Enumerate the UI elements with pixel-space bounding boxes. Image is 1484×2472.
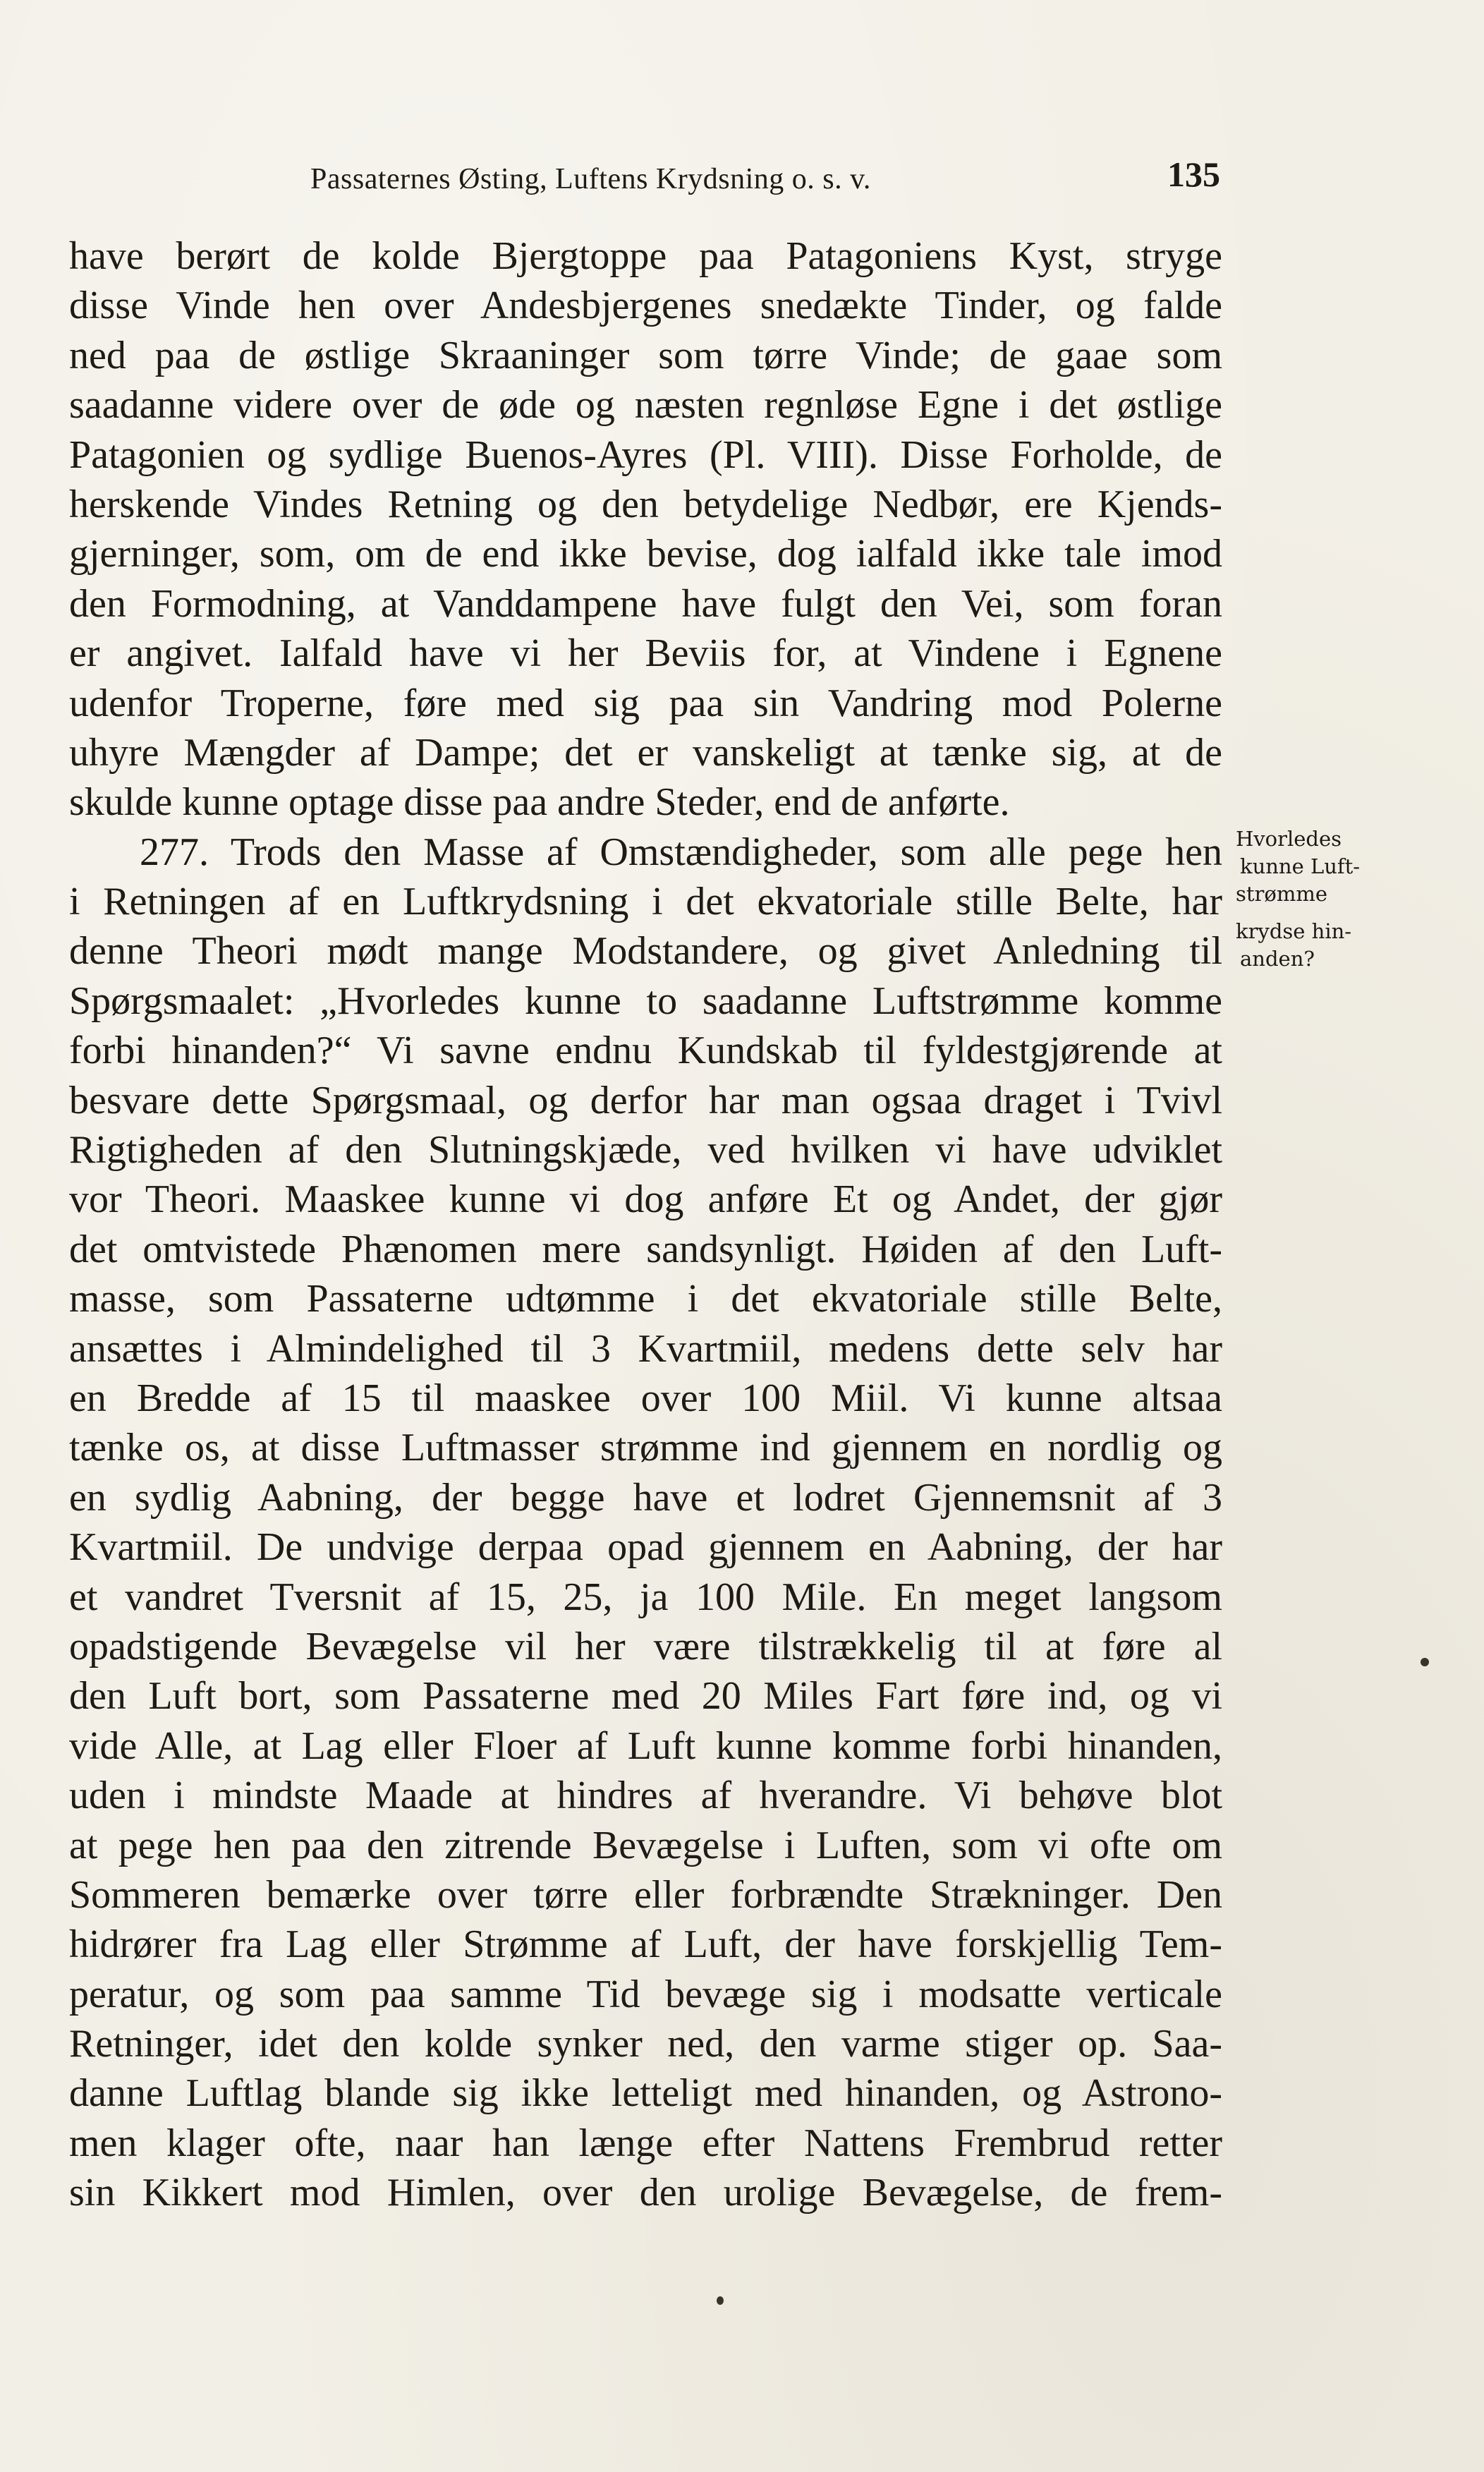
ink-speck	[717, 2296, 724, 2305]
text-line: Spørgsmaalet: „Hvorledes kunne to saadanne Luftstrømme komme	[69, 979, 1222, 1023]
text-line: danne Luftlag blande sig ikke letteligt med hinanden, og Astrono-	[69, 2071, 1222, 2116]
text-line: tænke os, at disse Luftmasser strømme ind gjennem en nordlig og	[69, 1426, 1222, 1470]
text-line: uden i mindste Maade at hindres af hverandre. Vi behøve blot	[69, 1774, 1222, 1818]
margin-note	[1236, 825, 1405, 973]
body-text	[69, 231, 1222, 2218]
text-line: Kvartmiil. De undvige derpaa opad gjennem en Aabning, der har	[69, 1525, 1222, 1570]
text-line: at pege hen paa den zitrende Bevægelse i Luften, som vi ofte om	[69, 1823, 1222, 1867]
page-number: 135	[1167, 154, 1220, 194]
text-line: sin Kikkert mod Himlen, over den urolige Bevægelse, de frem-	[69, 2171, 1222, 2215]
text-line: men klager ofte, naar han længe efter Nattens Frembrud retter	[69, 2121, 1222, 2165]
text-line: masse, som Passaterne udtømme i det ekvatoriale stille Belte,	[69, 1277, 1222, 1321]
text-line: en sydlig Aabning, der begge have et lodret Gjennemsnit af 3	[69, 1475, 1222, 1520]
text-line: udenfor Troperne, føre med sig paa sin Vandring mod Polerne	[69, 681, 1222, 725]
text-line: ned paa de østlige Skraaninger som tørre Vinde; de gaae som	[69, 333, 1222, 377]
text-line: forbi hinanden?“ Vi savne endnu Kundskab til fyldestgjørende at	[69, 1029, 1222, 1073]
margin-note-line: strømme	[1236, 882, 1328, 906]
text-line: et vandret Tversnit af 15, 25, ja 100 Mile. En meget langsom	[69, 1575, 1222, 1619]
text-line: saadanne videre over de øde og næsten regnløse Egne i det østlige	[69, 383, 1222, 428]
text-line: peratur, og som paa samme Tid bevæge sig i modsatte verticale	[69, 1972, 1222, 2016]
margin-note-line: anden?	[1240, 947, 1315, 971]
margin-note-line: kunne Luft-	[1240, 854, 1361, 878]
text-line: en Bredde af 15 til maaskee over 100 Miil. Vi kunne altsaa	[69, 1376, 1222, 1420]
text-line: Patagonien og sydlige Buenos-Ayres (Pl. VIII). Disse Forholde, de	[69, 432, 1222, 477]
text-line: ansættes i Almindelighed til 3 Kvartmiil, medens dette selv har	[69, 1326, 1222, 1371]
margin-note-line: krydse hin-	[1236, 919, 1352, 943]
text-line: herskende Vindes Retning og den betydelige Nedbør, ere Kjends-	[69, 482, 1222, 526]
text-line: uhyre Mængder af Dampe; det er vanskeligt at tænke sig, at de	[69, 730, 1222, 775]
text-line: Retninger, idet den kolde synker ned, den varme stiger op. Saa-	[69, 2022, 1222, 2066]
text-line: opadstigende Bevægelse vil her være tilstrækkelig til at føre al	[69, 1624, 1222, 1668]
text-line: Rigtigheden af den Slutningskjæde, ved hvilken vi have udviklet	[69, 1128, 1222, 1173]
ink-speck	[1421, 1658, 1429, 1666]
text-line: have berørt de kolde Bjergtoppe paa Patagoniens Kyst, stryge	[69, 234, 1222, 278]
text-line: er angivet. Ialfald have vi her Beviis for, at Vindene i Egnene	[69, 631, 1222, 676]
text-line: det omtvistede Phænomen mere sandsynligt. Høiden af den Luft-	[69, 1227, 1222, 1271]
text-line: skulde kunne optage disse paa andre Steder, end de anførte.	[69, 780, 1010, 825]
running-head: Passaternes Østing, Luftens Krydsning o. s. v.	[310, 163, 871, 195]
text-line: gjerninger, som, om de end ikke bevise, dog ialfald ikke tale imod	[69, 532, 1222, 576]
text-line: denne Theori mødt mange Modstandere, og givet Anledning til	[69, 929, 1222, 974]
text-line: i Retningen af en Luftkrydsning i det ekvatoriale stille Belte, har	[69, 880, 1222, 924]
margin-note-line: Hvorledes	[1236, 827, 1342, 851]
text-line: hidrører fra Lag eller Strømme af Luft, der have forskjellig Tem-	[69, 1922, 1222, 1967]
text-line: disse Vinde hen over Andesbjergenes snedækte Tinder, og falde	[69, 284, 1222, 328]
text-line: besvare dette Spørgsmaal, og derfor har man ogsaa draget i Tvivl	[69, 1078, 1222, 1122]
text-line: Sommeren bemærke over tørre eller forbrændte Strækninger. Den	[69, 1872, 1222, 1917]
page-header	[310, 148, 1220, 198]
text-line: vor Theori. Maaskee kunne vi dog anføre Et og Andet, der gjør	[69, 1177, 1222, 1222]
text-line: den Formodning, at Vanddampene have fulgt den Vei, som foran	[69, 581, 1222, 626]
text-line: den Luft bort, som Passaterne med 20 Miles Fart føre ind, og vi	[69, 1674, 1222, 1719]
paragraph-277-start: 277. Trods den Masse af Omstændigheder, som alle pege hen	[140, 830, 1222, 874]
text-line: vide Alle, at Lag eller Floer af Luft kunne komme forbi hinanden,	[69, 1723, 1222, 1768]
